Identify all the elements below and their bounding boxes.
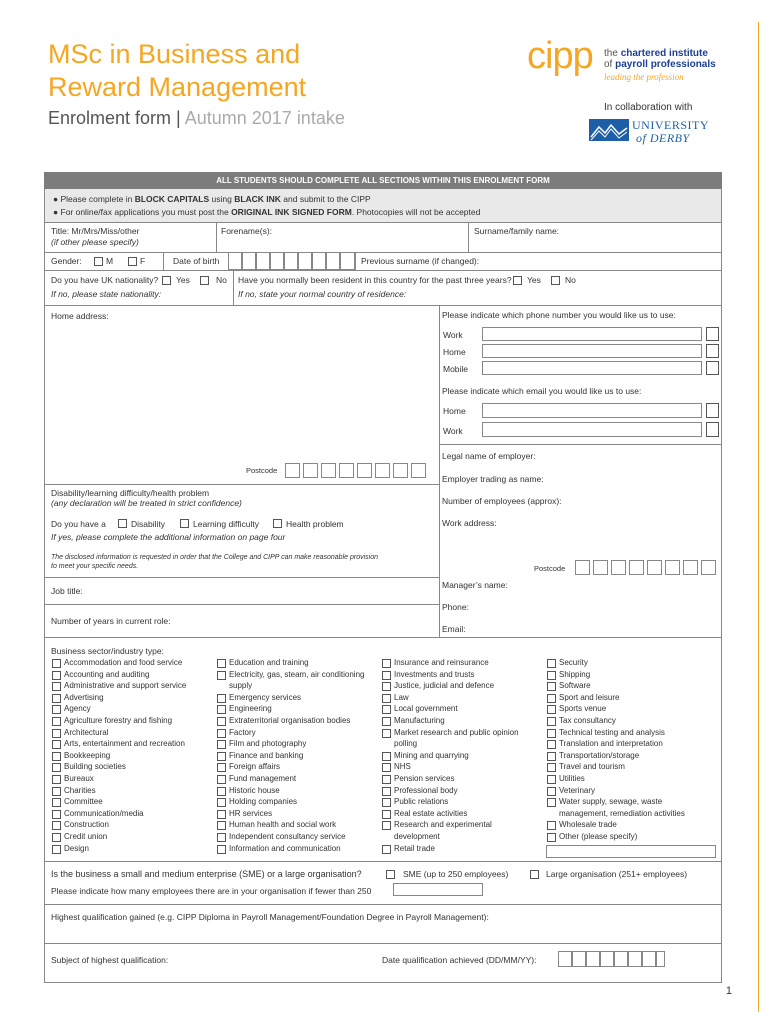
sector-label: Retail trade (394, 843, 435, 853)
instr2-c: . Photocopies will not be accepted (351, 207, 481, 217)
legal-employer-label: Legal name of employer: (442, 451, 536, 461)
sector-checkbox[interactable] (52, 671, 61, 680)
sector-label: Committee (64, 797, 103, 807)
disclosure-line-1: The disclosed information is requested in order that the College and CIPP can make reasonable provision (51, 554, 378, 561)
phone-mobile-checkbox[interactable] (706, 361, 719, 375)
row-divider (44, 861, 722, 862)
logo-tagline: leading the profession (604, 72, 684, 82)
disability-checkbox[interactable] (118, 519, 127, 528)
email-home-input[interactable] (482, 403, 702, 418)
sector-label: Electricity, gas, steam, air conditioning (229, 669, 365, 679)
resident-label: Have you normally been resident in this country for the past three years? (238, 275, 512, 285)
sector-checkbox[interactable] (52, 798, 61, 807)
sector-checkbox[interactable] (217, 810, 226, 819)
sector-label: Tax consultancy (559, 716, 616, 725)
sector-label: Law (394, 692, 409, 702)
sector-checkbox[interactable] (547, 717, 556, 726)
email-home-label: Home (443, 406, 466, 416)
row-divider (44, 270, 722, 271)
col-divider (216, 222, 217, 252)
manager-name-label: Manager’s name: (442, 580, 508, 590)
sector-label: Arts, entertainment and recreation (64, 739, 185, 749)
job-title-label: Job title: (51, 586, 83, 596)
col-divider (355, 252, 356, 270)
row-divider (44, 604, 439, 605)
cipp-logo: cipp (527, 35, 593, 77)
sector-label: Local government (394, 704, 458, 714)
sector-checkbox[interactable] (382, 671, 391, 680)
sector-checkbox[interactable] (217, 729, 226, 738)
sector-label: Building societies (64, 762, 126, 772)
row-divider (44, 222, 722, 223)
sector-checkbox[interactable] (217, 833, 226, 842)
title-line-1: MSc in Business and (48, 39, 301, 69)
uk-nat-yes-label: Yes (176, 275, 190, 285)
dob-label: Date of birth (173, 256, 220, 266)
sector-label: Utilities (559, 774, 585, 783)
sector-label: Transportation/storage (559, 750, 640, 760)
do-you-have-label: Do you have a (51, 519, 106, 529)
sector-checkbox[interactable] (52, 705, 61, 714)
sector-label: Wholesale trade (559, 820, 617, 830)
sector-checkbox[interactable] (547, 705, 556, 714)
health-checkbox[interactable] (273, 519, 282, 528)
email-question: Please indicate which email you would like us to use: (442, 386, 642, 396)
sector-label: Credit union (64, 832, 108, 841)
sector-title: Business sector/industry type: (51, 646, 164, 656)
sector-checkbox[interactable] (547, 729, 556, 738)
gender-label: Gender: (51, 256, 82, 266)
highest-qual-label: Highest qualification gained (e.g. CIPP Diploma in Payroll Management/Foundation Degree in Payroll Management): (51, 912, 489, 922)
sector-checkbox[interactable] (52, 787, 61, 796)
gender-male-checkbox[interactable] (94, 257, 103, 266)
sector-label: Advertising (64, 692, 104, 702)
sector-checkbox[interactable] (547, 821, 556, 830)
sector-checkbox[interactable] (547, 671, 556, 680)
sector-label: Real estate activities (394, 808, 468, 818)
resident-no-checkbox[interactable] (551, 276, 560, 285)
sector-checkbox[interactable] (217, 752, 226, 761)
sector-label: Travel and tourism (559, 762, 625, 772)
sme-option: SME (up to 250 employees) (403, 869, 509, 879)
sector-label: Insurance and reinsurance (394, 658, 489, 667)
sector-checkbox[interactable] (547, 694, 556, 703)
sector-checkbox[interactable] (382, 682, 391, 691)
sector-label: NHS (394, 762, 411, 772)
sector-checkbox[interactable] (52, 810, 61, 819)
sector-label: Technical testing and analysis (559, 727, 665, 737)
gender-male-label: M (106, 256, 114, 266)
sector-label: Holding companies (229, 797, 298, 807)
col-divider (233, 270, 234, 305)
sector-checkbox[interactable] (217, 671, 226, 680)
phone-work-checkbox[interactable] (706, 327, 719, 341)
sector-label: Sport and leisure (559, 692, 620, 702)
sector-label: Research and experimental (394, 820, 492, 830)
learning-option: Learning difficulty (193, 519, 259, 529)
logo-payroll: payroll professionals (615, 59, 716, 70)
col-divider (468, 222, 469, 252)
margin-rule (758, 22, 759, 1012)
sector-checkbox[interactable] (52, 845, 61, 854)
row-divider (44, 305, 722, 306)
instr1-d: BLACK INK (234, 194, 281, 204)
sector-checkbox[interactable] (217, 705, 226, 714)
page-title (48, 38, 306, 104)
sector-label: polling (394, 739, 418, 749)
sector-label: Communication/media (64, 808, 144, 818)
sector-checkbox[interactable] (52, 821, 61, 830)
instr1-e: and submit to the CIPP (280, 194, 371, 204)
sector-label: Other (please specify) (559, 832, 638, 841)
sector-label: Education and training (229, 658, 309, 667)
trading-name-label: Employer trading as name: (442, 474, 544, 484)
phone-home-label: Home (443, 347, 466, 357)
uk-nat-no-label: No (216, 275, 227, 285)
sector-label: Pension services (394, 774, 455, 783)
sector-label: Public relations (394, 797, 449, 807)
instruction-1 (53, 193, 713, 206)
sector-checkbox[interactable] (217, 775, 226, 784)
sector-checkbox[interactable] (217, 821, 226, 830)
sector-checkbox[interactable] (382, 798, 391, 807)
sector-label: Design (64, 843, 89, 853)
sector-label: Bookkeeping (64, 750, 111, 760)
row-divider (44, 637, 722, 638)
sector-label: Sports venue (559, 704, 607, 714)
sector-checkbox[interactable] (217, 787, 226, 796)
subtitle-intake: Autumn 2017 intake (184, 108, 345, 128)
sector-label: Agriculture forestry and fishing (64, 716, 173, 725)
sector-checkbox[interactable] (52, 682, 61, 691)
instr1-a: ● Please complete in (53, 194, 135, 204)
row-divider (439, 444, 722, 445)
logo-of: of (604, 59, 613, 70)
forenames-label: Forename(s): (221, 226, 273, 236)
resident-yes-checkbox[interactable] (513, 276, 522, 285)
subtitle-main: Enrolment form | (48, 108, 181, 128)
derby-line-1: UNIVERSITY (632, 118, 709, 132)
instructions (45, 189, 721, 222)
disability-label: Disability/learning difficulty/health problem (51, 488, 210, 498)
row-divider (44, 577, 439, 578)
years-role-label: Number of years in current role: (51, 616, 171, 626)
instr1-c: using (209, 194, 235, 204)
sector-label: Bureaux (64, 774, 94, 783)
collab-text: In collaboration with (604, 102, 693, 113)
disclosure-line-2: to meet your specific needs. (51, 563, 139, 570)
sector-label: Finance and banking (229, 750, 304, 760)
sector-checkbox[interactable] (382, 752, 391, 761)
sector-checkbox[interactable] (382, 659, 391, 668)
sector-label: Engineering (229, 704, 272, 714)
sector-label: Software (559, 681, 591, 691)
sector-label: Foreign affairs (229, 762, 280, 772)
sector-label: Construction (64, 820, 109, 830)
sector-checkbox[interactable] (52, 740, 61, 749)
sector-label: Manufacturing (394, 716, 445, 725)
sector-checkbox[interactable] (547, 682, 556, 691)
row-divider (44, 904, 722, 905)
employer-email-label: Email: (442, 624, 466, 634)
derby-line-2: of DERBY (636, 131, 690, 145)
sector-label: HR services (229, 808, 273, 818)
sector-checkbox[interactable] (382, 705, 391, 714)
sector-checkbox[interactable] (382, 717, 391, 726)
sector-checkbox[interactable] (52, 717, 61, 726)
sector-label: Agency (64, 704, 91, 714)
sector-label: Justice, judicial and defence (394, 681, 495, 691)
uk-nat-yes-checkbox[interactable] (162, 276, 171, 285)
sector-label: Fund management (229, 774, 297, 783)
sector-checkbox[interactable] (217, 798, 226, 807)
sector-checkbox[interactable] (217, 763, 226, 772)
health-option: Health problem (286, 519, 344, 529)
sector-checkbox[interactable] (52, 763, 61, 772)
if-yes-note: If yes, please complete the additional information on page four (51, 532, 286, 542)
sector-checkbox[interactable] (382, 729, 391, 738)
email-home-checkbox[interactable] (706, 403, 719, 418)
sector-label: Historic house (229, 785, 280, 795)
instr1-b: BLOCK CAPITALS (134, 194, 210, 204)
phone-work-label: Work (443, 330, 463, 340)
sector-label: Charities (64, 785, 96, 795)
sector-checkbox[interactable] (217, 845, 226, 854)
instruction-2 (53, 206, 713, 219)
email-work-input[interactable] (482, 422, 702, 437)
sector-checkbox[interactable] (52, 729, 61, 738)
phone-work-input[interactable] (482, 327, 702, 341)
sector-label: Administrative and support service (64, 681, 187, 691)
employee-count-input[interactable] (393, 883, 483, 896)
row-divider (44, 252, 722, 253)
logo-chartered: chartered institute (620, 48, 708, 59)
sector-checkbox[interactable] (382, 845, 391, 854)
sector-checkbox[interactable] (547, 775, 556, 784)
sector-checkbox[interactable] (547, 798, 556, 807)
sector-checkbox[interactable] (382, 763, 391, 772)
instr2-b: ORIGINAL INK SIGNED FORM (231, 207, 352, 217)
sector-label: Accommodation and food service (64, 658, 183, 667)
prev-surname-label: Previous surname (if changed): (361, 256, 480, 266)
if-no-nationality: If no, please state nationality: (51, 289, 162, 299)
sector-label: Shipping (559, 669, 591, 679)
sector-label: supply (229, 681, 253, 691)
sector-label: Accounting and auditing (64, 669, 150, 679)
sector-checkbox[interactable] (52, 752, 61, 761)
sector-checkbox[interactable] (547, 740, 556, 749)
col-divider (439, 305, 440, 637)
work-address-label: Work address: (442, 518, 497, 528)
phone-mobile-input[interactable] (482, 361, 702, 375)
uk-nationality-label: Do you have UK nationality? (51, 275, 159, 285)
sector-checkbox[interactable] (382, 821, 391, 830)
col-divider (163, 252, 164, 270)
sector-checkbox[interactable] (547, 787, 556, 796)
sector-label: Architectural (64, 727, 109, 737)
sector-label: Professional body (394, 785, 458, 795)
phone-home-input[interactable] (482, 344, 702, 358)
row-divider (44, 484, 439, 485)
sector-checkbox[interactable] (547, 752, 556, 761)
sector-label: management, remediation activities (559, 808, 685, 818)
sector-label: Human health and social work (229, 820, 337, 830)
sector-checkbox[interactable] (547, 833, 556, 842)
sector-label: Information and communication (229, 843, 341, 853)
sector-label: Factory (229, 727, 256, 737)
sector-checkbox[interactable] (217, 694, 226, 703)
phone-mobile-label: Mobile (443, 364, 469, 374)
row-divider (44, 943, 722, 944)
sector-label: Security (559, 658, 588, 667)
sme-checkbox[interactable] (386, 870, 395, 879)
logo-the: the (604, 48, 618, 59)
sector-label: Veterinary (559, 785, 596, 795)
sector-checkbox[interactable] (52, 775, 61, 784)
num-employees-label: Number of employees (approx): (442, 496, 562, 506)
sector-checkbox[interactable] (52, 833, 61, 842)
large-org-checkbox[interactable] (530, 870, 539, 879)
email-work-label: Work (443, 426, 463, 436)
if-no-residence: If no, state your normal country of residence: (238, 289, 407, 299)
sector-checkbox[interactable] (382, 694, 391, 703)
form-banner: ALL STUDENTS SHOULD COMPLETE ALL SECTIONS WITHIN THIS ENROLMENT FORM (44, 172, 722, 189)
sector-checkbox[interactable] (382, 775, 391, 784)
derby-logo-text (632, 119, 709, 145)
sector-label: Independent consultancy service (229, 832, 346, 841)
uk-nat-no-checkbox[interactable] (200, 276, 209, 285)
phone-home-checkbox[interactable] (706, 344, 719, 358)
title-label: Title: Mr/Mrs/Miss/other (51, 226, 140, 236)
other-sector-input[interactable] (546, 845, 716, 858)
home-address-label: Home address: (51, 311, 109, 321)
sector-label: Market research and public opinion (394, 727, 519, 737)
title-line-2: Reward Management (48, 72, 307, 102)
sector-label: Water supply, sewage, waste (559, 797, 663, 807)
sector-label: Mining and quarrying (394, 750, 469, 760)
derby-logo-icon (589, 119, 629, 141)
sector-checkbox[interactable] (217, 740, 226, 749)
sector-label: Film and photography (229, 739, 307, 749)
resident-no-label: No (565, 275, 576, 285)
resident-yes-label: Yes (527, 275, 541, 285)
large-org-option: Large organisation (251+ employees) (546, 869, 688, 879)
instr2-a: ● For online/fax applications you must post the (53, 207, 232, 217)
title-hint: (if other please specify) (51, 237, 139, 247)
disability-hint: (any declaration will be treated in strict confidence) (51, 498, 242, 508)
sector-checkbox[interactable] (547, 763, 556, 772)
form-subtitle (48, 108, 345, 129)
employer-phone-label: Phone: (442, 602, 469, 612)
sector-label: Translation and interpretation (559, 739, 663, 749)
sector-checkbox[interactable] (52, 659, 61, 668)
sector-label: Emergency services (229, 692, 302, 702)
work-postcode-label: Postcode (534, 564, 566, 573)
page-number: 1 (725, 985, 732, 997)
phone-question: Please indicate which phone number you would like us to use: (442, 310, 676, 320)
sector-checkbox[interactable] (547, 659, 556, 668)
home-postcode-label: Postcode (246, 466, 278, 475)
sector-checkbox[interactable] (217, 659, 226, 668)
gender-female-label: F (140, 256, 146, 266)
sector-label: Investments and trusts (394, 669, 475, 679)
gender-female-checkbox[interactable] (128, 257, 137, 266)
surname-label: Surname/family name: (474, 226, 560, 236)
sector-label: Extraterritorial organisation bodies (229, 716, 351, 725)
fewer-250-label: Please indicate how many employees there are in your organisation if fewer than 250 (51, 886, 372, 896)
sector-checkbox[interactable] (382, 810, 391, 819)
date-qual-label: Date qualification achieved (DD/MM/YY): (382, 955, 537, 965)
sector-label: development (394, 832, 440, 841)
subject-qual-label: Subject of highest qualification: (51, 955, 169, 965)
disability-option: Disability (131, 519, 166, 529)
learning-checkbox[interactable] (180, 519, 189, 528)
sector-checkbox[interactable] (382, 787, 391, 796)
sme-question: Is the business a small and medium enterprise (SME) or a large organisation? (51, 869, 362, 879)
cipp-logo-text (604, 48, 716, 70)
sector-checkbox[interactable] (52, 694, 61, 703)
sector-checkbox[interactable] (217, 717, 226, 726)
email-work-checkbox[interactable] (706, 422, 719, 437)
